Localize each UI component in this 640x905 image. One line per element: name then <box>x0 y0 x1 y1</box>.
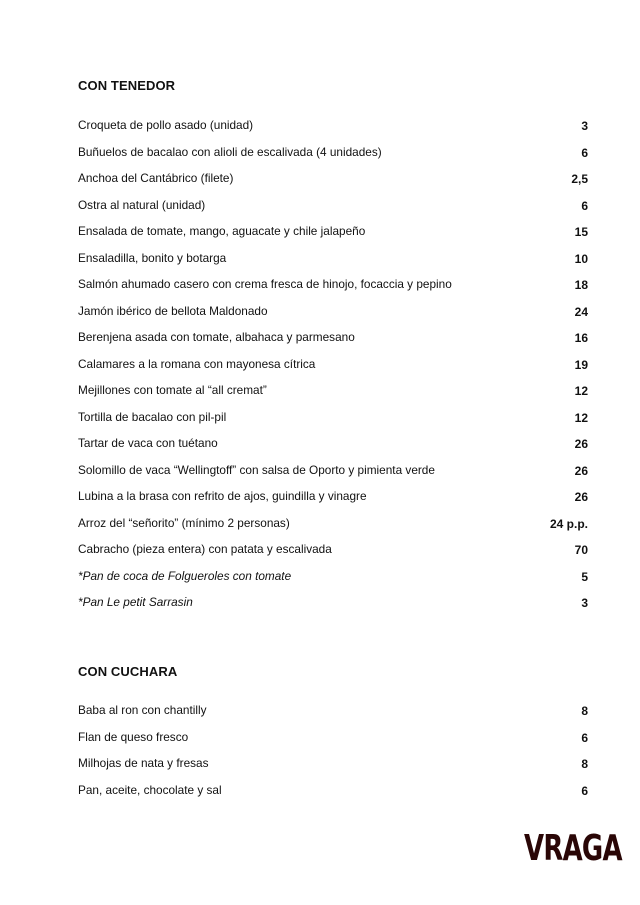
menu-item-price: 26 <box>574 490 588 504</box>
menu-item-name: Mejillones con tomate al “all cremat” <box>78 383 267 397</box>
menu-item-price: 12 <box>574 384 588 398</box>
menu-item-name: Ensalada de tomate, mango, aguacate y chile jalapeño <box>78 224 366 238</box>
menu-item-name: Anchoa del Cantábrico (filete) <box>78 171 234 185</box>
menu-item <box>78 782 590 818</box>
menu-item-price: 24 <box>574 304 588 319</box>
vraga-logo: VRAGA <box>524 828 622 869</box>
menu-item-price: 3 <box>581 596 588 610</box>
menu-item-price: 5 <box>581 569 588 584</box>
menu-item-name: Jamón ibérico de bellota Maldonado <box>78 303 268 318</box>
menu-item-name: Pan, aceite, chocolate y sal <box>78 782 222 797</box>
menu-item-name: Tortilla de bacalao con pil-pil <box>78 409 227 424</box>
menu-item-price: 26 <box>574 437 588 451</box>
menu-item-price: 12 <box>574 410 588 425</box>
menu-item-name: Ensaladilla, bonito y botarga <box>78 250 227 265</box>
menu-item-price: 6 <box>581 783 588 798</box>
menu-item-price: 24 p.p. <box>549 516 588 531</box>
menu-item-price: 15 <box>574 225 588 239</box>
menu-item-name: Cabracho (pieza entera) con patata y escalivada <box>78 542 332 556</box>
menu-item-price: 19 <box>574 357 588 372</box>
menu-item-price: 10 <box>574 251 588 266</box>
menu-item-name: Buñuelos de bacalao con alioli de escalivada (4 unidades) <box>78 144 382 159</box>
menu-item-name: Tartar de vaca con tuétano <box>78 436 218 450</box>
menu-item-name: Lubina a la brasa con refrito de ajos, guindilla y vinagre <box>78 489 367 503</box>
menu-list-con-tenedor <box>78 118 590 630</box>
menu-item-price: 8 <box>581 704 588 718</box>
menu-item-name: Baba al ron con chantilly <box>78 703 207 717</box>
menu-item-price: 26 <box>574 463 588 478</box>
menu-item-price: 70 <box>574 543 588 557</box>
section-title-con-cuchara: CON CUCHARA <box>78 664 178 679</box>
menu-item-price: 18 <box>574 278 588 292</box>
menu-item-price: 6 <box>581 730 588 745</box>
menu-item-name: Berenjena asada con tomate, albahaca y parmesano <box>78 330 355 344</box>
menu-item-name: Milhojas de nata y fresas <box>78 756 209 770</box>
section-title-con-tenedor: CON TENEDOR <box>78 78 176 93</box>
menu-item-name: Arroz del “señorito” (mínimo 2 personas) <box>78 515 290 530</box>
menu-item-name: *Pan Le petit Sarrasin <box>78 595 193 609</box>
menu-item-name: Calamares a la romana con mayonesa cítrica <box>78 356 316 371</box>
menu-item-name: Ostra al natural (unidad) <box>78 197 206 212</box>
menu-item-price: 3 <box>581 119 588 133</box>
menu-item-name: Salmón ahumado casero con crema fresca de hinojo, focaccia y pepino <box>78 277 452 291</box>
menu-item-price: 16 <box>574 331 588 345</box>
menu-item-price: 2,5 <box>571 172 588 186</box>
menu-item-name: Croqueta de pollo asado (unidad) <box>78 118 254 132</box>
menu-item-price: 6 <box>581 198 588 213</box>
menu-item <box>78 595 590 630</box>
menu-item-name: Flan de queso fresco <box>78 729 189 744</box>
menu-list-con-cuchara <box>78 703 590 817</box>
menu-item-name: *Pan de coca de Folgueroles con tomate <box>78 568 292 583</box>
menu-item-price: 6 <box>581 145 588 160</box>
menu-item-name: Solomillo de vaca “Wellingtoff” con salsa de Oporto y pimienta verde <box>78 462 435 477</box>
menu-item-price: 8 <box>581 757 588 771</box>
